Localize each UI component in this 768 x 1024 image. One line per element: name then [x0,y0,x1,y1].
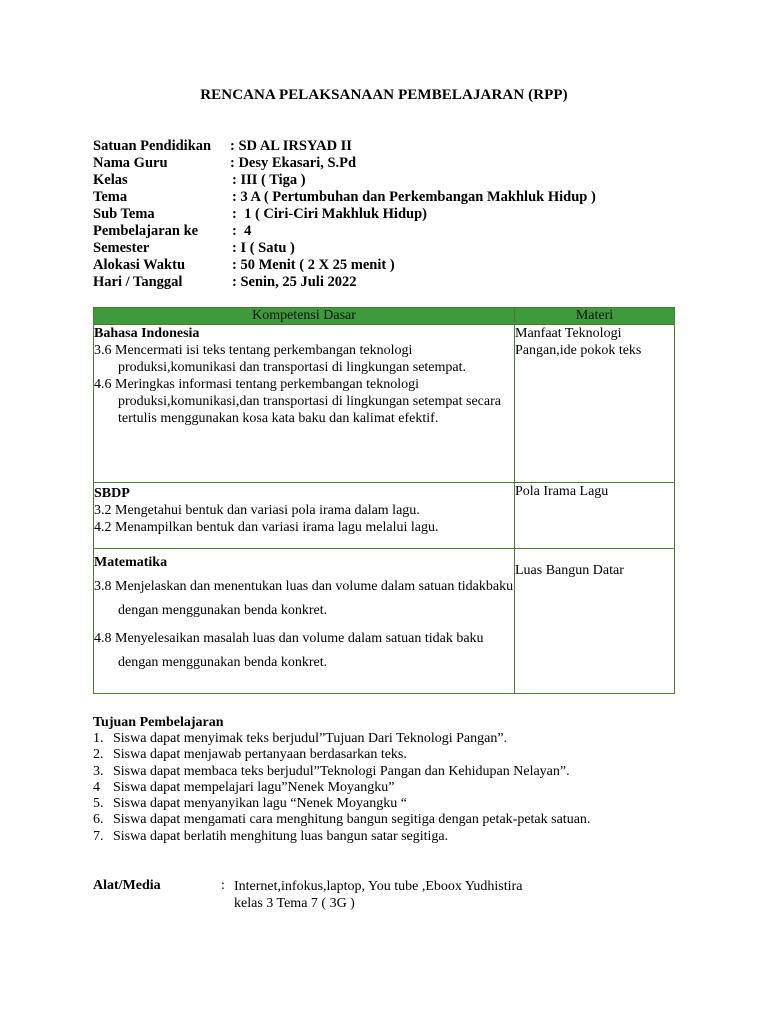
info-label: Pembelajaran ke [93,223,199,239]
info-label: Kelas [93,172,128,188]
kd-cell [94,325,515,483]
list-number: 2. [93,747,104,763]
info-value: : 4 [232,223,252,239]
info-value: : Desy Ekasari, S.Pd [230,155,357,171]
list-text: Siswa dapat membaca teks berjudul”Teknologi Pangan dan Kehidupan Nelayan”. [113,763,570,779]
list-item [93,829,590,845]
table-header-row [94,308,675,325]
list-number: 6. [93,812,104,828]
kd-item: 4.8 Menyelesaikan masalah luas dan volume dalam satuan tidak baku dengan menggunakan benda konkret. [94,631,484,670]
info-value: : I ( Satu ) [232,240,295,256]
list-number: 5. [93,796,104,812]
alat-media-value: Internet,infokus,laptop, You tube ,Eboox Yudhistira kelas 3 Tema 7 ( 3G ) [234,879,523,911]
list-text: Siswa dapat menyimak teks berjudul”Tujuan Dari Teknologi Pangan”. [113,731,508,746]
kd-cell [94,549,515,694]
materi-cell: Luas Bangun Datar [515,549,675,694]
info-label: Sub Tema [93,206,155,222]
info-label: Tema [93,189,128,205]
subject-title: Bahasa Indonesia [94,326,200,341]
kd-item: 3.2 Mengetahui bentuk dan variasi pola irama dalam lagu. [94,503,420,518]
list-text: Siswa dapat mempelajari lagu”Nenek Moyangku” [113,779,395,795]
tujuan-section [93,714,590,845]
info-value: : Senin, 25 Juli 2022 [232,274,357,290]
table-row [94,325,675,483]
info-value: : SD AL IRSYAD II [230,138,352,154]
alat-media-colon: : [221,878,225,893]
subject-title: Matematika [94,555,168,570]
list-text: Siswa dapat menyanyikan lagu “Nenek Moyangku “ [113,796,407,812]
materi-cell: Manfaat Teknologi Pangan,ide pokok teks [515,325,675,483]
header-kompetensi-dasar: Kompetensi Dasar [94,308,515,325]
list-text: Siswa dapat menjawab pertanyaan berdasarkan teks. [113,747,407,763]
info-value: : 3 A ( Pertumbuhan dan Perkembangan Makhluk Hidup ) [232,189,596,205]
list-text: Siswa dapat berlatih menghitung luas bangun satar segitiga. [113,828,449,844]
tujuan-title: Tujuan Pembelajaran [93,715,224,730]
info-label: Alokasi Waktu [93,257,186,273]
info-value: : 1 ( Ciri-Ciri Makhluk Hidup) [232,206,427,222]
subject-title: SBDP [94,486,130,501]
list-text: Siswa dapat mengamati cara menghitung bangun segitiga dengan petak-petak satuan. [113,812,591,828]
info-label: Semester [93,240,150,256]
list-item [93,747,590,763]
list-item [93,731,590,747]
kd-cell [94,483,515,549]
list-item [93,796,590,812]
kd-item: 3.6 Mencermati isi teks tentang perkembangan teknologi produksi,komunikasi dan transportasi di lingkungan setempat. [94,343,467,375]
header-materi: Materi [515,308,675,325]
list-item [93,812,590,828]
table-row [94,549,675,694]
kd-item: 4.6 Meringkas informasi tentang perkembangan teknologi produksi,komunikasi,dan transportasi di lingkungan setempat secara tertulis menggunakan kosa kata baku dan kalimat efektif. [94,377,501,426]
info-label: Hari / Tanggal [93,274,183,290]
kd-item: 3.8 Menjelaskan dan menentukan luas dan volume dalam satuan tidakbaku dengan menggunakan benda konkret. [94,579,514,618]
list-item [93,780,590,796]
list-item [93,764,590,780]
list-number: 4 [93,779,100,795]
kd-item: 4.2 Menampilkan bentuk dan variasi irama lagu melalui lagu. [94,520,439,535]
kompetensi-table [93,307,675,694]
materi-cell: Pola Irama Lagu [515,483,675,549]
info-label: Nama Guru [93,155,168,171]
page-title: RENCANA PELAKSANAAN PEMBELAJARAN (RPP) [200,87,568,103]
info-value: : 50 Menit ( 2 X 25 menit ) [232,257,395,273]
info-label: Satuan Pendidikan [93,138,212,154]
list-number: 3. [93,763,104,779]
list-number: 1. [93,731,104,746]
table-row [94,483,675,549]
info-value: : III ( Tiga ) [232,172,306,188]
list-number: 7. [93,828,104,844]
alat-media-label: Alat/Media [93,878,161,893]
